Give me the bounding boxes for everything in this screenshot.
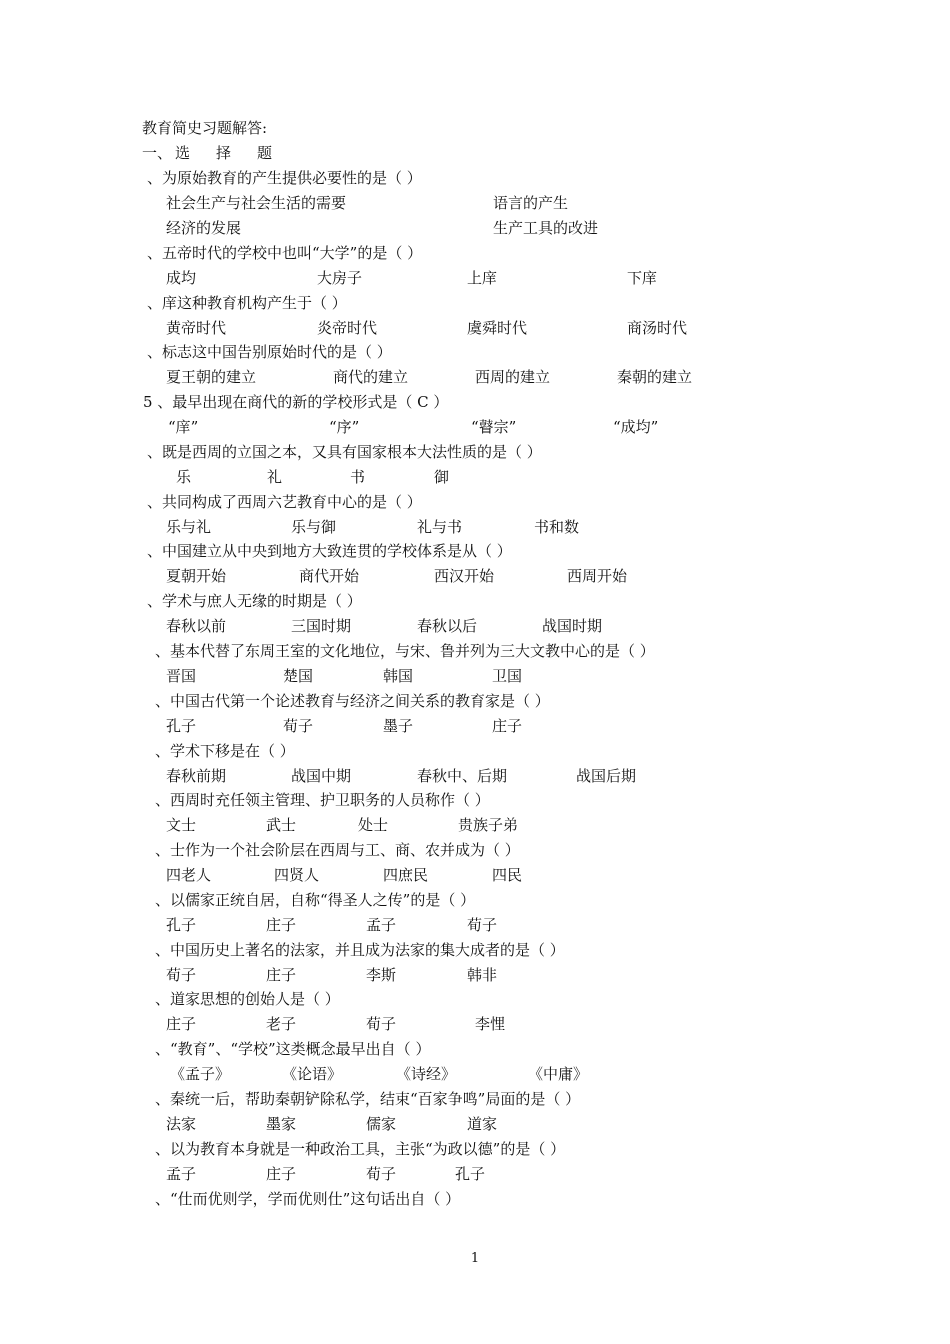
question-stem: 、以儒家正统自居，自称“得圣人之传”的是（ ） (155, 891, 476, 909)
section-char-2: 择 (216, 144, 232, 162)
answer-option: 西汉开始 (434, 567, 495, 585)
answer-option: 处士 (358, 816, 389, 834)
answer-option: 四老人 (166, 866, 212, 884)
answer-option: 道家 (467, 1115, 498, 1133)
answer-option: 庄子 (166, 1015, 197, 1033)
question-stem: 、以为教育本身就是一种政治工具，主张“为政以德”的是（ ） (155, 1140, 566, 1158)
answer-option: 乐 (176, 468, 192, 486)
answer-option: 韩国 (383, 667, 414, 685)
answer-option: 庄子 (266, 1165, 297, 1183)
document-title: 教育简史习题解答: (142, 119, 268, 137)
answer-option: 墨子 (383, 717, 414, 735)
answer-option: 法家 (166, 1115, 197, 1133)
answer-option: 商代的建立 (333, 368, 409, 386)
section-num: 一、 (142, 144, 173, 162)
answer-option: 卫国 (492, 667, 523, 685)
question-stem: 、中国建立从中央到地方大致连贯的学校体系是从（ ） (147, 542, 512, 560)
answer-option: “庠” (168, 418, 199, 436)
question-stem: 、“教育”、“学校”这类概念最早出自（ ） (155, 1040, 431, 1058)
answer-option: 李悝 (475, 1015, 506, 1033)
answer-option: 黄帝时代 (166, 319, 227, 337)
answer-option: 语言的产生 (493, 194, 569, 212)
answer-option: 四贤人 (274, 866, 320, 884)
answer-option: “成均” (613, 418, 659, 436)
answer-option: 三国时期 (291, 617, 352, 635)
answer-option: 虞舜时代 (467, 319, 528, 337)
answer-option: 荀子 (467, 916, 498, 934)
answer-option: 夏王朝的建立 (166, 368, 257, 386)
answer-option: 荀子 (366, 1165, 397, 1183)
answer-option: 孔子 (166, 916, 197, 934)
question-stem: 、共同构成了西周六艺教育中心的是（ ） (147, 493, 422, 511)
answer-option: 春秋以前 (166, 617, 227, 635)
answer-option: 商汤时代 (627, 319, 688, 337)
answer-option: 四庶民 (383, 866, 429, 884)
answer-option: 生产工具的改进 (493, 219, 599, 237)
section-char-3: 题 (257, 144, 273, 162)
question-stem: 、学术与庶人无缘的时期是（ ） (147, 592, 362, 610)
page-number: 1 (470, 1251, 480, 1266)
answer-option: 贵族子弟 (458, 816, 519, 834)
answer-option: 战国中期 (291, 767, 352, 785)
answer-option: 孔子 (166, 717, 197, 735)
question-stem: 、道家思想的创始人是（ ） (155, 990, 340, 1008)
answer-option: 夏朝开始 (166, 567, 227, 585)
answer-option: 战国后期 (576, 767, 637, 785)
question-stem: 、西周时充任领主管理、护卫职务的人员称作（ ） (155, 791, 490, 809)
answer-option: 成均 (166, 269, 197, 287)
question-stem: 、学术下移是在（ ） (155, 742, 295, 760)
answer-option: 上庠 (467, 269, 498, 287)
answer-option: 庄子 (266, 916, 297, 934)
question-stem: 、“仕而优则学，学而优则仕”这句话出自（ ） (155, 1190, 461, 1208)
answer-option: 战国时期 (542, 617, 603, 635)
question-stem: 、庠这种教育机构产生于（ ） (147, 294, 347, 312)
answer-option: 墨家 (266, 1115, 297, 1133)
answer-option: 《论语》 (282, 1065, 343, 1083)
question-stem: 、中国历史上著名的法家，并且成为法家的集大成者的是（ ） (155, 941, 565, 959)
question-stem: 、士作为一个社会阶层在西周与工、商、农并成为（ ） (155, 841, 520, 859)
answer-option: 楚国 (283, 667, 314, 685)
answer-option: 晋国 (166, 667, 197, 685)
section-char-1: 选 (175, 144, 191, 162)
question-stem: 、五帝时代的学校中也叫“大学”的是（ ） (147, 244, 423, 262)
answer-option: 西周的建立 (475, 368, 551, 386)
answer-option: 四民 (492, 866, 523, 884)
answer-option: 武士 (266, 816, 297, 834)
answer-option: “序” (329, 418, 360, 436)
answer-option: 荀子 (366, 1015, 397, 1033)
question-stem: 、秦统一后，帮助秦朝铲除私学，结束“百家争鸣”局面的是（ ） (155, 1090, 581, 1108)
answer-option: 乐与御 (291, 518, 337, 536)
question-stem: 、标志这中国告别原始时代的是（ ） (147, 343, 392, 361)
answer-option: 李斯 (366, 966, 397, 984)
answer-option: 御 (434, 468, 450, 486)
answer-option: 春秋前期 (166, 767, 227, 785)
answer-option: 礼与书 (417, 518, 463, 536)
answer-option: 儒家 (366, 1115, 397, 1133)
answer-option: 社会生产与社会生活的需要 (166, 194, 347, 212)
answer-option: 乐与礼 (166, 518, 212, 536)
answer-option: 《中庸》 (528, 1065, 589, 1083)
answer-option: “瞽宗” (471, 418, 517, 436)
answer-option: 文士 (166, 816, 197, 834)
question-stem: 5 、最早出现在商代的新的学校形式是（ C ） (143, 393, 449, 411)
answer-option: 《孟子》 (170, 1065, 231, 1083)
answer-option: 孟子 (366, 916, 397, 934)
answer-option: 庄子 (492, 717, 523, 735)
answer-option: 炎帝时代 (317, 319, 378, 337)
answer-option: 庄子 (266, 966, 297, 984)
question-stem: 、为原始教育的产生提供必要性的是（ ） (147, 169, 422, 187)
answer-option: 韩非 (467, 966, 498, 984)
question-stem: 、中国古代第一个论述教育与经济之间关系的教育家是（ ） (155, 692, 550, 710)
answer-option: 秦朝的建立 (617, 368, 693, 386)
answer-option: 荀子 (166, 966, 197, 984)
answer-option: 老子 (266, 1015, 297, 1033)
answer-option: 荀子 (283, 717, 314, 735)
answer-option: 《诗经》 (396, 1065, 457, 1083)
answer-option: 孟子 (166, 1165, 197, 1183)
answer-option: 书和数 (534, 518, 580, 536)
answer-option: 书 (350, 468, 366, 486)
answer-option: 大房子 (317, 269, 363, 287)
answer-option: 下庠 (627, 269, 658, 287)
answer-option: 经济的发展 (166, 219, 242, 237)
answer-option: 西周开始 (567, 567, 628, 585)
question-stem: 、基本代替了东周王室的文化地位，与宋、鲁并列为三大文教中心的是（ ） (155, 642, 655, 660)
answer-option: 春秋中、后期 (417, 767, 508, 785)
question-stem: 、既是西周的立国之本，又具有国家根本大法性质的是（ ） (147, 443, 542, 461)
answer-option: 春秋以后 (417, 617, 478, 635)
answer-option: 商代开始 (299, 567, 360, 585)
answer-option: 礼 (267, 468, 283, 486)
answer-option: 孔子 (455, 1165, 486, 1183)
